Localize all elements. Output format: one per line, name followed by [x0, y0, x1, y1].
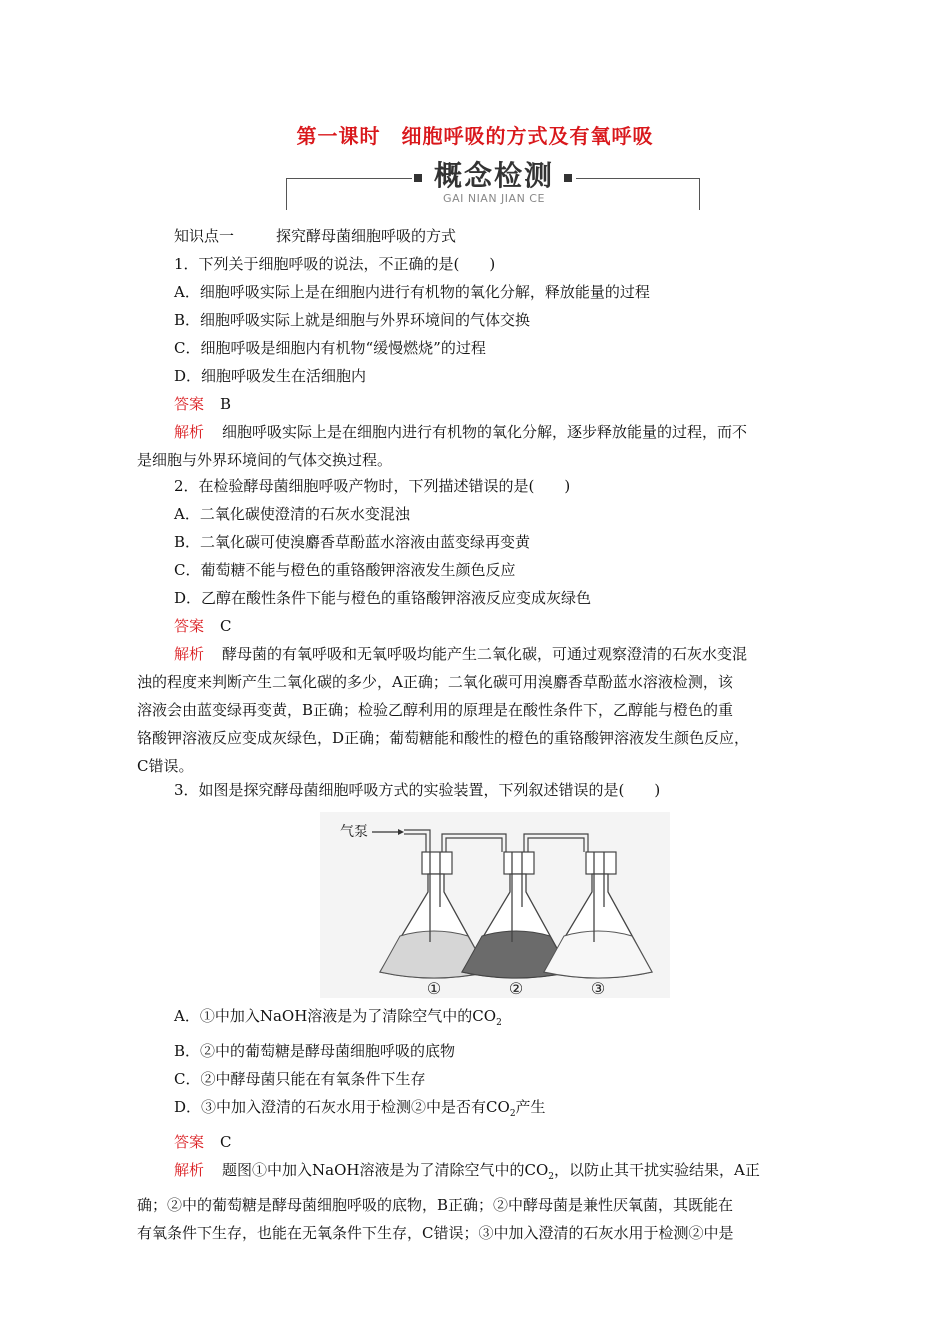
analysis-label: 解析 [174, 645, 205, 663]
subscript: 2 [548, 1172, 554, 1182]
apparatus-diagram [320, 812, 670, 998]
banner-rule-left [286, 178, 412, 179]
question-3 [137, 776, 823, 804]
option-d: D．乙醇在酸性条件下能与橙色的重铬酸钾溶液反应变成灰绿色 [174, 589, 592, 607]
answer-label: 答案 [174, 617, 205, 635]
option-d-text-end: 产生 [515, 1098, 546, 1116]
analysis-text: 铬酸钾溶液反应变成灰绿色，D正确；葡萄糖能和酸性的橙色的重铬酸钾溶液发生颜色反应， [137, 729, 750, 747]
analysis-text: 酵母菌的有氧呼吸和无氧呼吸均能产生二氧化碳，可通过观察澄清的石灰水变混 [222, 645, 748, 663]
analysis-line [137, 418, 823, 446]
flask-1 [380, 852, 488, 998]
analysis-text: C错误。 [137, 757, 194, 775]
option-d [137, 1093, 823, 1128]
option-a: A．二氧化碳使澄清的石灰水变混浊 [174, 505, 410, 523]
section-banner [286, 158, 700, 214]
option-c: C．葡萄糖不能与橙色的重铬酸钾溶液发生颜色反应 [174, 561, 516, 579]
arrow-icon [398, 829, 404, 835]
flask-label: ② [508, 979, 524, 998]
option-a [137, 1002, 823, 1037]
subscript: 2 [509, 1109, 516, 1119]
pump-label: 气泵 [340, 824, 368, 840]
analysis-text: ，以防止其干扰实验结果，A正 [553, 1161, 760, 1179]
flask-3 [544, 852, 652, 998]
analysis-label: 解析 [174, 423, 205, 441]
answer-value: C [220, 617, 232, 635]
connector-tube-1 [442, 834, 506, 852]
banner-bracket-right [699, 178, 700, 210]
analysis-text: 题图①中加入NaOH溶液是为了清除空气中的CO [222, 1161, 549, 1179]
knowledge-point [174, 222, 456, 250]
answer-line [137, 612, 823, 640]
banner-rule-right [576, 178, 700, 179]
question-1 [137, 250, 823, 474]
flask-liquid [544, 931, 652, 978]
analysis-text: 是细胞与外界环境间的气体交换过程。 [137, 451, 393, 469]
question-2 [137, 472, 823, 780]
option-a: A．细胞呼吸实际上是在细胞内进行有机物的氧化分解，释放能量的过程 [174, 283, 650, 301]
analysis-text: 细胞呼吸实际上是在细胞内进行有机物的氧化分解，逐步释放能量的过程，而不 [222, 423, 748, 441]
analysis-text: 溶液会由蓝变绿再变黄，B正确；检验乙醇利用的原理是在酸性条件下，乙醇能与橙色的重 [137, 701, 734, 719]
option-b: B．二氧化碳可使溴麝香草酚蓝水溶液由蓝变绿再变黄 [174, 533, 531, 551]
banner-bracket-left [286, 178, 287, 210]
answer-line [137, 1128, 823, 1156]
option-c: C．细胞呼吸是细胞内有机物“缓慢燃烧”的过程 [174, 339, 486, 357]
answer-label: 答案 [174, 395, 205, 413]
apparatus-figure [320, 812, 670, 998]
question-3-options [137, 1002, 823, 1247]
banner-square-icon [414, 174, 422, 182]
option-b: B．细胞呼吸实际上就是细胞与外界环境间的气体交换 [174, 311, 531, 329]
subscript: 2 [496, 1018, 502, 1028]
connector-tube-2 [524, 834, 588, 852]
analysis-text: 浊的程度来判断产生二氧化碳的多少，A正确；二氧化碳可用溴麝香草酚蓝水溶液检测，该 [137, 673, 733, 691]
knowledge-point-topic: 探究酵母菌细胞呼吸的方式 [276, 227, 457, 245]
flask-label: ③ [590, 979, 606, 998]
analysis-text: 有氧条件下生存，也能在无氧条件下生存，C错误；③中加入澄清的石灰水用于检测②中是 [137, 1224, 734, 1242]
answer-label: 答案 [174, 1133, 205, 1151]
answer-value: B [220, 395, 232, 413]
question-stem: 3．如图是探究酵母菌细胞呼吸方式的实验装置，下列叙述错误的是( ) [174, 781, 661, 799]
banner-heading: 概念检测 [433, 159, 554, 192]
option-d-text: D．③中加入澄清的石灰水用于检测②中是否有CO [174, 1098, 510, 1116]
flask-stopper [586, 852, 616, 874]
analysis-line [137, 640, 823, 668]
flask-2 [462, 852, 570, 998]
banner-square-icon [564, 174, 572, 182]
page-title: 第一课时 细胞呼吸的方式及有氧呼吸 [296, 124, 654, 148]
answer-value: C [220, 1133, 232, 1151]
flask-label: ① [426, 979, 442, 998]
analysis-text: 确；②中的葡萄糖是酵母菌细胞呼吸的底物，B正确；②中酵母菌是兼性厌氧菌，其既能在 [137, 1196, 734, 1214]
answer-line [137, 390, 823, 418]
banner-subheading: GAI NIAN JIAN CE [443, 192, 545, 205]
inlet-tube [404, 830, 430, 852]
flask-stopper [422, 852, 452, 874]
option-c: C．②中酵母菌只能在有氧条件下生存 [174, 1070, 426, 1088]
question-stem: 2．在检验酵母菌细胞呼吸产物时，下列描述错误的是( ) [174, 477, 571, 495]
option-b: B．②中的葡萄糖是酵母菌细胞呼吸的底物 [174, 1042, 456, 1060]
flask-stopper [504, 852, 534, 874]
analysis-line [137, 1156, 823, 1191]
analysis-label: 解析 [174, 1161, 205, 1179]
option-a-text: A．①中加入NaOH溶液是为了清除空气中的CO [174, 1007, 497, 1025]
knowledge-point-label: 知识点一 [174, 227, 235, 245]
option-d: D．细胞呼吸发生在活细胞内 [174, 367, 367, 385]
question-stem: 1．下列关于细胞呼吸的说法，不正确的是( ) [174, 255, 496, 273]
